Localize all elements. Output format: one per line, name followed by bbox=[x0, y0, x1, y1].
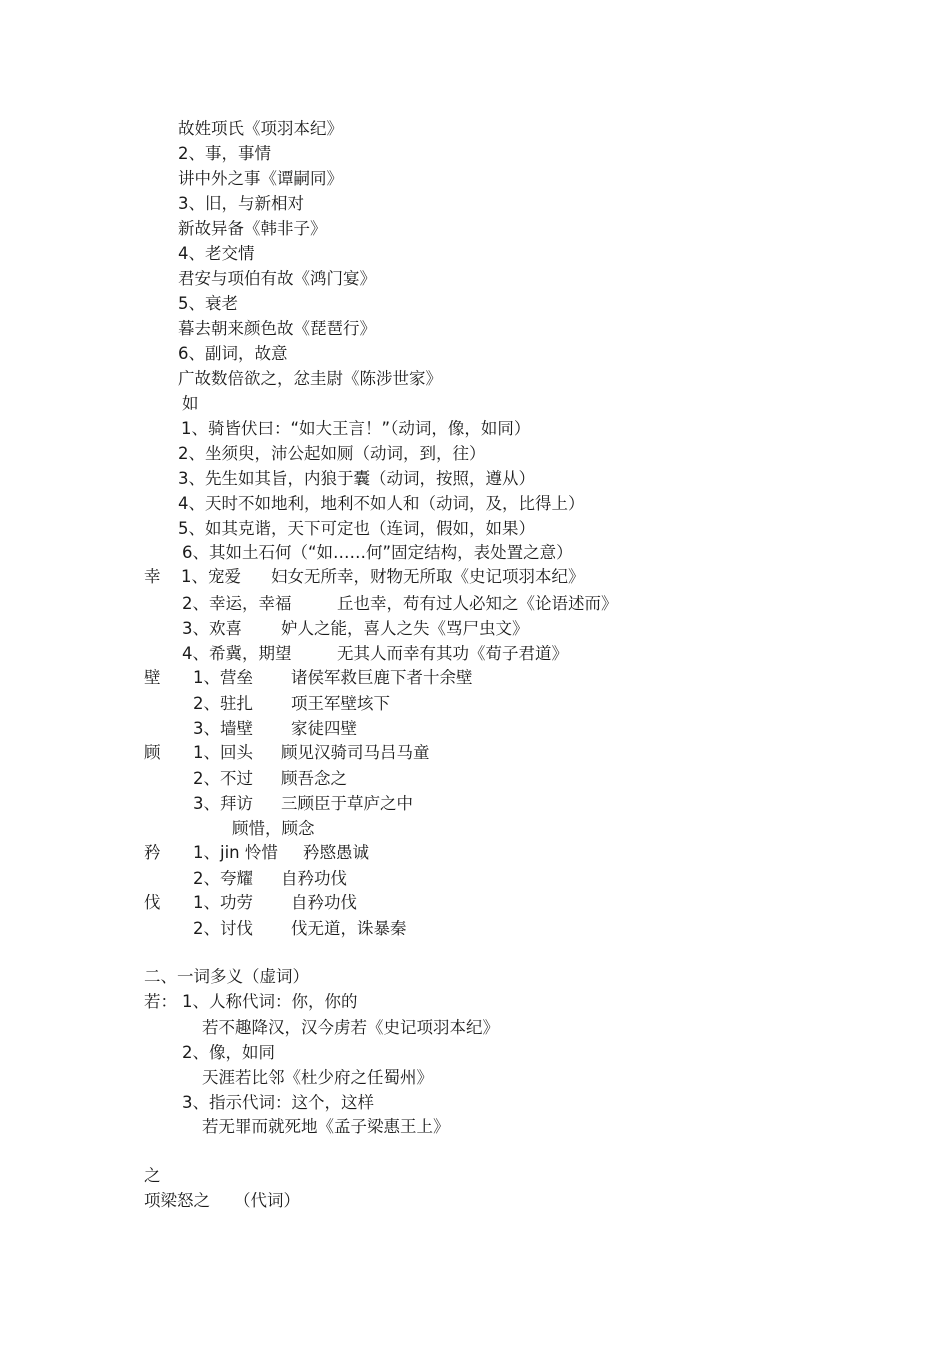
sense-label: 2、驻扎 bbox=[193, 694, 253, 713]
sense-label: 2、不过 bbox=[193, 769, 253, 788]
entry-heading: 伐 bbox=[144, 893, 161, 912]
example-text: 妇女无所幸，财物无所取《史记项羽本纪》 bbox=[271, 567, 585, 586]
text-line: 故姓项氏《项羽本纪》 bbox=[178, 119, 343, 138]
example-text: 天涯若比邻《杜少府之任蜀州》 bbox=[202, 1068, 433, 1087]
sense-label: 2、幸运，幸福 bbox=[182, 594, 292, 613]
example-text: 伐无道，诛暴秦 bbox=[291, 919, 407, 938]
example-text: 项梁怒之 bbox=[144, 1191, 210, 1210]
example-text: 诸侯军救巨鹿下者十余壁 bbox=[291, 668, 473, 687]
entry-heading: 矜 bbox=[144, 843, 161, 862]
entry-heading: 壁 bbox=[144, 668, 161, 687]
text-line: 5、如其克谐，天下可定也（连词，假如，如果） bbox=[178, 519, 535, 538]
example-text: 顾见汉骑司马吕马童 bbox=[281, 743, 430, 762]
text-line: 新故异备《韩非子》 bbox=[178, 219, 327, 238]
sense-label: 4、希冀，期望 bbox=[182, 644, 292, 663]
entry-heading: 之 bbox=[144, 1166, 161, 1185]
example-text: 无其人而幸有其功《荀子君道》 bbox=[337, 644, 568, 663]
entry-heading: 幸 bbox=[144, 567, 161, 586]
example-text: 妒人之能，喜人之失《骂尸虫文》 bbox=[281, 619, 529, 638]
text-line: 3、先生如其旨，内狼于囊（动词，按照，遵从） bbox=[178, 469, 535, 488]
text-line: 2、坐须臾，沛公起如厕（动词，到，往） bbox=[178, 444, 486, 463]
example-text: 项王军壁垓下 bbox=[291, 694, 390, 713]
text-line: 讲中外之事《谭嗣同》 bbox=[178, 169, 343, 188]
sense-label: 3、欢喜 bbox=[182, 619, 242, 638]
text-line: 6、副词，故意 bbox=[178, 344, 288, 363]
text-line: 2、事，事情 bbox=[178, 144, 271, 163]
text-line: 3、旧，与新相对 bbox=[178, 194, 304, 213]
example-text: 自矜功伐 bbox=[281, 869, 347, 888]
example-text: 丘也幸，苟有过人必知之《论语述而》 bbox=[337, 594, 618, 613]
text-line: 君安与项伯有故《鸿门宴》 bbox=[178, 269, 376, 288]
text-line: 1、骑皆伏曰：“如大王言！”（动词，像，如同） bbox=[181, 419, 531, 438]
example-text: 自矜功伐 bbox=[291, 893, 357, 912]
annotation-text: （代词） bbox=[234, 1191, 300, 1210]
text-line: 暮去朝来颜色故《琵琶行》 bbox=[178, 319, 376, 338]
sense-label: 3、墙壁 bbox=[193, 719, 253, 738]
sense-label: 1、功劳 bbox=[193, 893, 253, 912]
section-heading: 二、一词多义（虚词） bbox=[144, 967, 309, 986]
sense-label: 1、营垒 bbox=[193, 668, 253, 687]
example-text: 三顾臣于草庐之中 bbox=[281, 794, 413, 813]
sense-label: 2、讨伐 bbox=[193, 919, 253, 938]
example-text: 若不趣降汉，汉今虏若《史记项羽本纪》 bbox=[202, 1018, 499, 1037]
entry-heading: 顾 bbox=[144, 743, 161, 762]
text-line: 5、衰老 bbox=[178, 294, 238, 313]
example-text: 矜愍愚诚 bbox=[303, 843, 369, 862]
sense-label: 1、人称代词：你，你的 bbox=[182, 992, 358, 1011]
sense-label: 1、jin 怜惜 bbox=[193, 843, 278, 862]
sense-label: 1、宠爱 bbox=[181, 567, 241, 586]
sense-label: 3、拜访 bbox=[193, 794, 253, 813]
sense-label: 3、指示代词：这个，这样 bbox=[182, 1093, 374, 1112]
entry-heading: 若： bbox=[144, 992, 177, 1011]
text-line: 6、其如土石何（“如……何”固定结构，表处置之意） bbox=[182, 543, 573, 562]
text-line: 4、老交情 bbox=[178, 244, 255, 263]
sense-label: 2、像，如同 bbox=[182, 1043, 275, 1062]
example-text: 家徒四壁 bbox=[291, 719, 357, 738]
sense-label: 2、夸耀 bbox=[193, 869, 253, 888]
sense-label: 1、回头 bbox=[193, 743, 253, 762]
entry-heading: 如 bbox=[182, 394, 199, 413]
example-text: 顾吾念之 bbox=[281, 769, 347, 788]
example-text: 若无罪而就死地《孟子梁惠王上》 bbox=[202, 1117, 450, 1136]
text-line: 4、天时不如地利，地利不如人和（动词，及，比得上） bbox=[178, 494, 585, 513]
text-line: 顾惜，顾念 bbox=[232, 819, 315, 838]
text-line: 广故数倍欲之，忿圭尉《陈涉世家》 bbox=[178, 369, 442, 388]
